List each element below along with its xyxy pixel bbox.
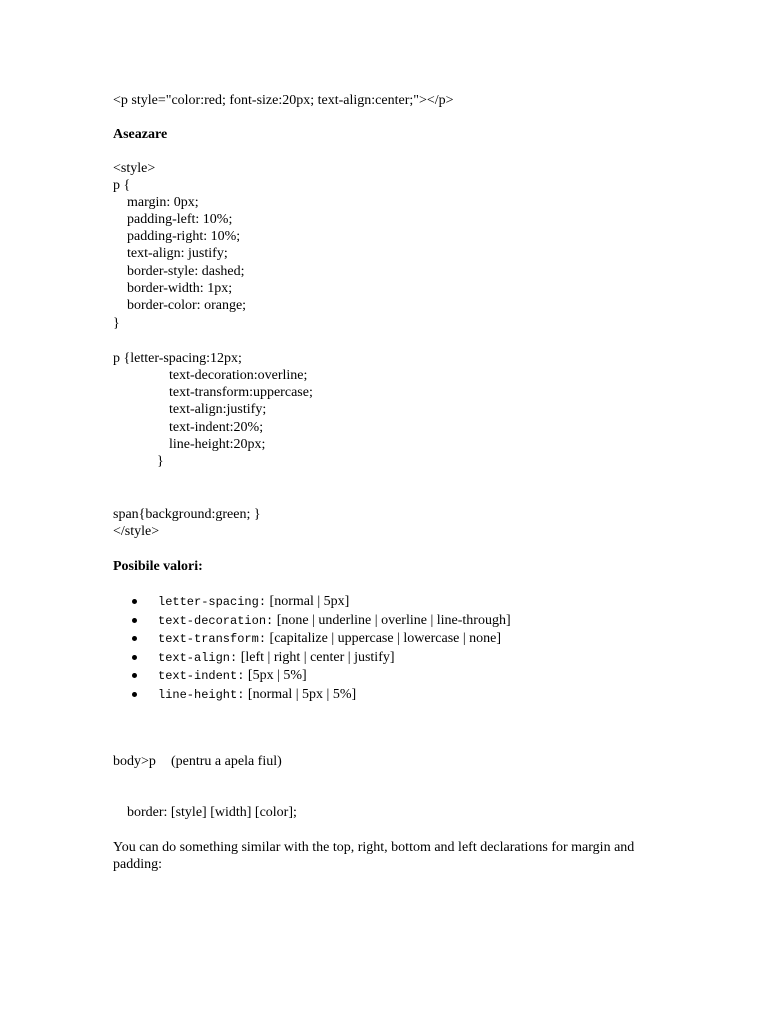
heading-posibile-valori: Posibile valori: xyxy=(113,559,203,574)
list-item xyxy=(113,612,511,631)
border-shorthand-syntax: border: [style] [width] [color]; xyxy=(127,805,297,820)
css-text-decoration-line: text-decoration:overline; xyxy=(169,368,308,383)
list-item xyxy=(113,593,511,612)
css-rule-close: } xyxy=(113,316,120,331)
property-values: [normal | 5px] xyxy=(266,594,350,609)
property-values: [normal | 5px | 5%] xyxy=(244,686,357,702)
property-name: text-transform: xyxy=(158,632,267,646)
heading-aseazare: Aseazare xyxy=(113,127,168,142)
style-close-tag: </style> xyxy=(113,524,160,539)
style-open-tag: <style> xyxy=(113,161,156,176)
bullet-icon xyxy=(132,655,137,660)
values-list xyxy=(113,593,511,704)
closing-paragraph: You can do something similar with the top, right, bottom and left declarations for margin and padding: xyxy=(113,840,635,872)
body-p-note: (pentru a apela fiul) xyxy=(171,754,282,769)
property-values: [capitalize | uppercase | lowercase | none] xyxy=(266,631,502,646)
property-name: line-height: xyxy=(158,687,245,702)
property-values: [left | right | center | justify] xyxy=(237,649,395,665)
property-name: letter-spacing: xyxy=(158,595,267,609)
css-selector-p: p { xyxy=(113,178,131,193)
css-border-width-line: border-width: 1px; xyxy=(113,281,233,296)
css-selector-p-second: p {letter-spacing:12px; xyxy=(113,351,242,366)
css-line-height-line: line-height:20px; xyxy=(169,437,266,452)
css-text-indent-line: text-indent:20%; xyxy=(169,420,264,435)
list-item xyxy=(113,667,511,686)
property-name: text-indent: xyxy=(158,669,245,683)
list-item xyxy=(113,630,511,649)
css-border-color-line: border-color: orange; xyxy=(113,298,247,313)
body-p-selector: body>p xyxy=(113,754,156,769)
bullet-icon xyxy=(132,673,137,678)
css-border-style-line: border-style: dashed; xyxy=(113,264,245,279)
bullet-icon xyxy=(132,692,137,697)
bullet-icon xyxy=(132,636,137,641)
property-name: text-decoration: xyxy=(158,613,274,628)
list-item xyxy=(113,686,511,705)
p-tag-example: <p style="color:red; font-size:20px; text-align:center;"></p> xyxy=(113,93,454,108)
css-text-align-line: text-align: justify; xyxy=(113,246,228,261)
property-values: [5px | 5%] xyxy=(244,668,307,683)
property-values: [none | underline | overline | line-through] xyxy=(273,612,511,628)
css-padding-left-line: padding-left: 10%; xyxy=(113,212,233,227)
css-margin-line: margin: 0px; xyxy=(113,195,199,210)
list-item xyxy=(113,649,511,668)
css-text-transform-line: text-transform:uppercase; xyxy=(169,385,313,400)
css-rule-close-second: } xyxy=(157,454,164,469)
bullet-icon xyxy=(132,618,137,623)
bullet-icon xyxy=(132,599,137,604)
css-padding-right-line: padding-right: 10%; xyxy=(113,229,241,244)
css-span-rule: span{background:green; } xyxy=(113,507,261,522)
property-name: text-align: xyxy=(158,650,238,665)
css-text-align-second-line: text-align:justify; xyxy=(169,402,267,417)
